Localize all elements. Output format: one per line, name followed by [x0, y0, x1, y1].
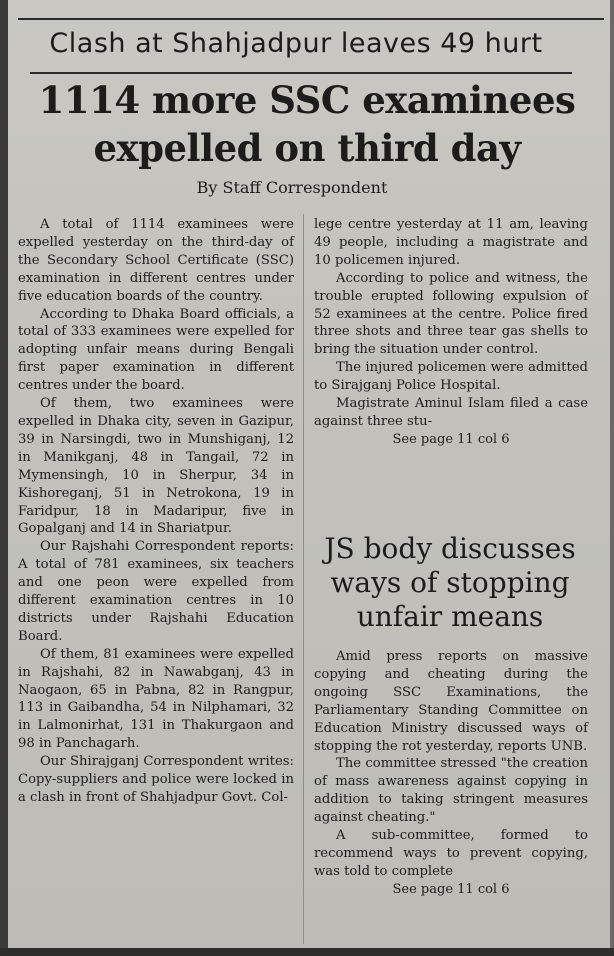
- paragraph: According to police and witness, the trouble erupted following expulsion of 52 examinees at the centre. Police fired three shots and three tear gas shells to bring the situation under control.: [314, 270, 588, 358]
- paragraph: A sub-committee, formed to recommend ways to prevent copying, was told to complete: [314, 828, 588, 879]
- right-column-bottom: [314, 648, 588, 899]
- headline-line-1: 1114 more SSC examinees: [38, 78, 576, 122]
- headline-rule: [30, 72, 572, 74]
- bottom-edge: [0, 948, 614, 956]
- paragraph: Of them, 81 examinees were expelled in Rajshahi, 82 in Nawabganj, 43 in Naogaon, 65 in Pabna, 82 in Rangpur, 113 in Gaibandha, 54 in Nilphamari, 32 in Lalmonirhat, 131 in Thakurgaon and 98 in Panchagarh.: [18, 646, 294, 752]
- headline-line-2: expelled on third day: [93, 126, 521, 170]
- main-headline: [10, 76, 604, 172]
- overline-headline: Clash at Shahjadpur leaves 49 hurt: [49, 28, 543, 59]
- right-column-top: [314, 216, 588, 449]
- paragraph: A total of 1114 examinees were expelled yesterday on the third-day of the Secondary School Certificate (SSC) examination in different centres under five education boards of the country.: [18, 217, 294, 304]
- left-edge: [0, 0, 8, 956]
- jump-line: See page 11 col 6: [392, 431, 510, 447]
- secondary-headline: JS body discusses ways of stopping unfair means: [324, 532, 576, 633]
- byline: By Staff Correspondent: [196, 178, 388, 197]
- jump-line: See page 11 col 6: [392, 881, 510, 897]
- paragraph: Our Rajshahi Correspondent reports: A total of 781 examinees, six teachers and one peon were expelled from different examination centres in 10 districts under Rajshahi Education Board.: [18, 539, 294, 644]
- column-divider: [303, 214, 304, 944]
- top-rule: [18, 18, 604, 20]
- paragraph: Amid press reports on massive copying and cheating during the ongoing SSC Examinations, the Parliamentary Standing Committee on Education Ministry discussed ways of stopping the rot yesterday, reports UNB.: [314, 649, 588, 754]
- left-column: [18, 216, 294, 807]
- paragraph: The committee stressed "the creation of mass awareness against copying in addition to taking stringent measures against cheating.": [314, 756, 588, 826]
- right-edge: [610, 0, 614, 956]
- paragraph-continued: lege centre yesterday at 11 am, leaving 49 people, including a magistrate and 10 policemen injured.: [314, 217, 588, 268]
- paragraph: Magistrate Aminul Islam filed a case against three stu-: [314, 396, 588, 429]
- paragraph: Of them, two examinees were expelled in Dhaka city, seven in Gazipur, 39 in Narsingdi, two in Munshiganj, 12 in Manikganj, 48 in Tangail, 72 in Mymensingh, 10 in Sherpur, 34 in Kishoreganj, 51 in Netrokona, 19 in Faridpur, 18 in Madaripur, five in Gopalganj and 14 in Shariatpur.: [18, 396, 294, 537]
- paragraph: According to Dhaka Board officials, a total of 333 examinees were expelled for adopting unfair means during Bengali first paper examination in different centres under the board.: [18, 306, 294, 394]
- paragraph: The injured policemen were admitted to Sirajganj Police Hospital.: [314, 360, 588, 394]
- paragraph: Our Shirajganj Correspondent writes: Copy-suppliers and police were locked in a clash in front of Shahjadpur Govt. Col-: [18, 754, 294, 805]
